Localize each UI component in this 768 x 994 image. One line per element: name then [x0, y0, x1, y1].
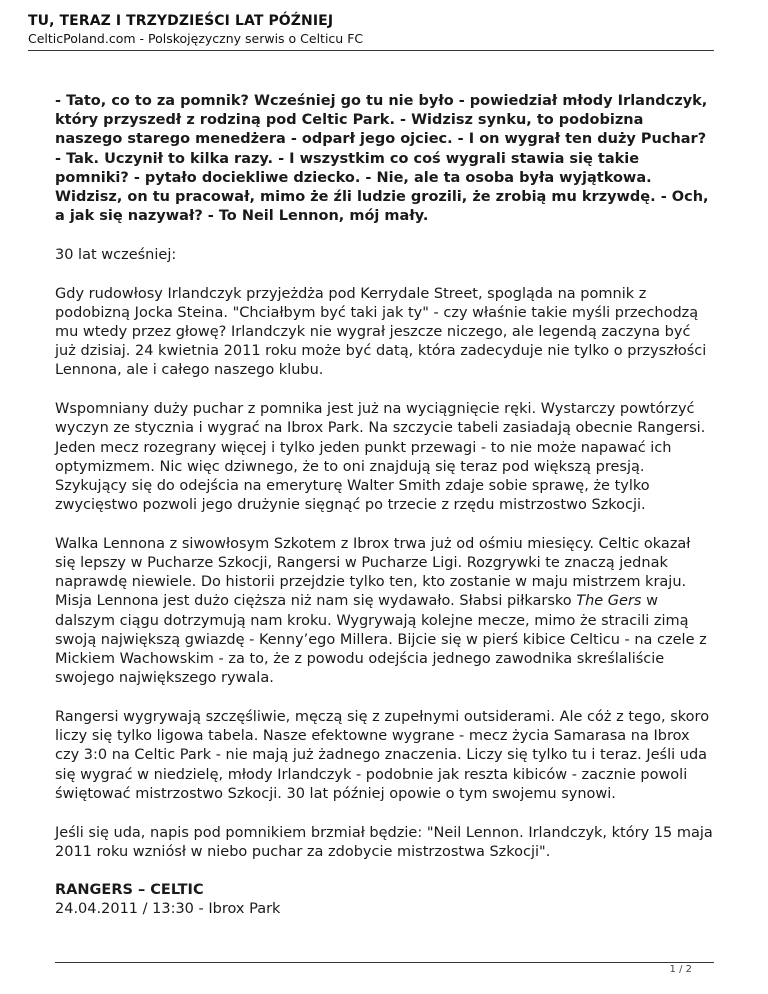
paragraph-1: 30 lat wcześniej: — [55, 246, 177, 263]
paragraph-4-italic: The Gers — [576, 593, 642, 610]
header-divider — [28, 50, 714, 51]
document-title: TU, TERAZ I TRZYDZIEŚCI LAT PÓŹNIEJ — [28, 13, 334, 29]
document-header — [28, 13, 714, 47]
paragraph-4 — [55, 535, 714, 689]
paragraph-6: Jeśli się uda, napis pod pomnikiem brzmiał będzie: "Neil Lennon. Irlandczyk, który 15 maja 2011 roku wzniósł w niebo puchar za zdobycie mistrzostwa Szkocji". — [55, 824, 713, 860]
page-number: 1 / 2 — [669, 964, 692, 975]
paragraph-5: Rangersi wygrywają szczęśliwie, męczą się z zupełnymi outsiderami. Ale cóż z tego, skoro liczy się tylko ligowa tabela. Nasze efektowne wygrane - mecz życia Samarasa na Ibrox czy 3:0 na Celtic Park - nie mają już żadnego znaczenia. Liczy się tylko tu i teraz. Jeśli uda się wygrać w niedzielę, młody Irlandczyk - podobnie jak reszta kibiców - zacznie powoli świętować mistrzostwo Szkocji. 30 lat później opowie o tym swojemu synowi. — [55, 708, 710, 802]
article-body — [55, 92, 714, 919]
footer-divider — [55, 962, 714, 963]
paragraph-2: Gdy rudowłosy Irlandczyk przyjeżdża pod Kerrydale Street, spogląda na pomnik z podobizną Jocka Steina. "Chciałbym być taki jak ty" - czy właśnie takie myśli przechodzą mu wtedy przez głowę? Irlandczyk nie wygrał jeszcze niczego, ale legendą zaczyna być już dzisiaj. 24 kwietnia 2011 roku może być datą, która zadecyduje nie tylko o przyszłości Lennona, ale i całego naszego klubu. — [55, 285, 707, 379]
match-fixture — [55, 881, 714, 919]
document-subtitle: CelticPoland.com - Polskojęzyczny serwis o Celticu FC — [28, 31, 364, 46]
fixture-info: 24.04.2011 / 13:30 - Ibrox Park — [55, 901, 281, 918]
lead-paragraph: - Tato, co to za pomnik? Wcześniej go tu nie było - powiedział młody Irlandczyk, który przyszedł z rodziną pod Celtic Park. - Widzisz synku, to podobizna naszego starego menedżera - odparł jego ojciec. - I on wygrał ten duży Puchar? - Tak. Uczynił to kilka razy. - I wszystkim co coś wygrali stawia się takie pomniki? - pytało dociekliwe dziecko. - Nie, ale ta osoba była wyjątkowa. Widzisz, on tu pracował, mimo że źli ludzie grozili, że zrobią mu krzywdę. - Och, a jak się nazywał? - To Neil Lennon, mój mały. — [55, 93, 709, 225]
fixture-title: RANGERS – CELTIC — [55, 882, 204, 899]
paragraph-4-text-a: Walka Lennona z siwowłosym Szkotem z Ibrox trwa już od ośmiu miesięcy. Celtic okazał się lepszy w Pucharze Szkocji, Rangersi w Pucharze Ligi. Rozgrywki te znaczą jednak naprawdę niewiele. Do historii przejdzie tylko ten, kto zostanie w maju mistrzem kraju. Misja Lennona jest dużo cięższa niż nam się wydawało. Słabsi piłkarsko — [55, 535, 691, 610]
paragraph-3: Wspomniany duży puchar z pomnika jest już na wyciągnięcie ręki. Wystarczy powtórzyć wyczyn ze stycznia i wygrać na Ibrox Park. Na szczycie tabeli zasiadają obecnie Rangersi. Jeden mecz rozegrany więcej i tylko jeden punkt przewagi - to nie może napawać ich optymizmem. Nic więc dziwnego, że to oni znajdują się teraz pod większą presją. Szykujący się do odejścia na emeryturę Walter Smith zdaje sobie sprawę, że tylko zwycięstwo pozwoli jego drużynie sięgnąć po trzecie z rzędu mistrzostwo Szkocji. — [55, 401, 706, 514]
paragraph-4-text-b: w dalszym ciągu dotrzymują nam kroku. Wygrywają kolejne mecze, mimo że stracili zimą swoją największą gwiazdę - Kenny’ego Millera. Bijcie się w pierś kibice Celticu - na czele z Mickiem Wachowskim - za to, że z powodu odejścia jednego zawodnika skreślaliście swojego największego rywala. — [55, 593, 707, 687]
